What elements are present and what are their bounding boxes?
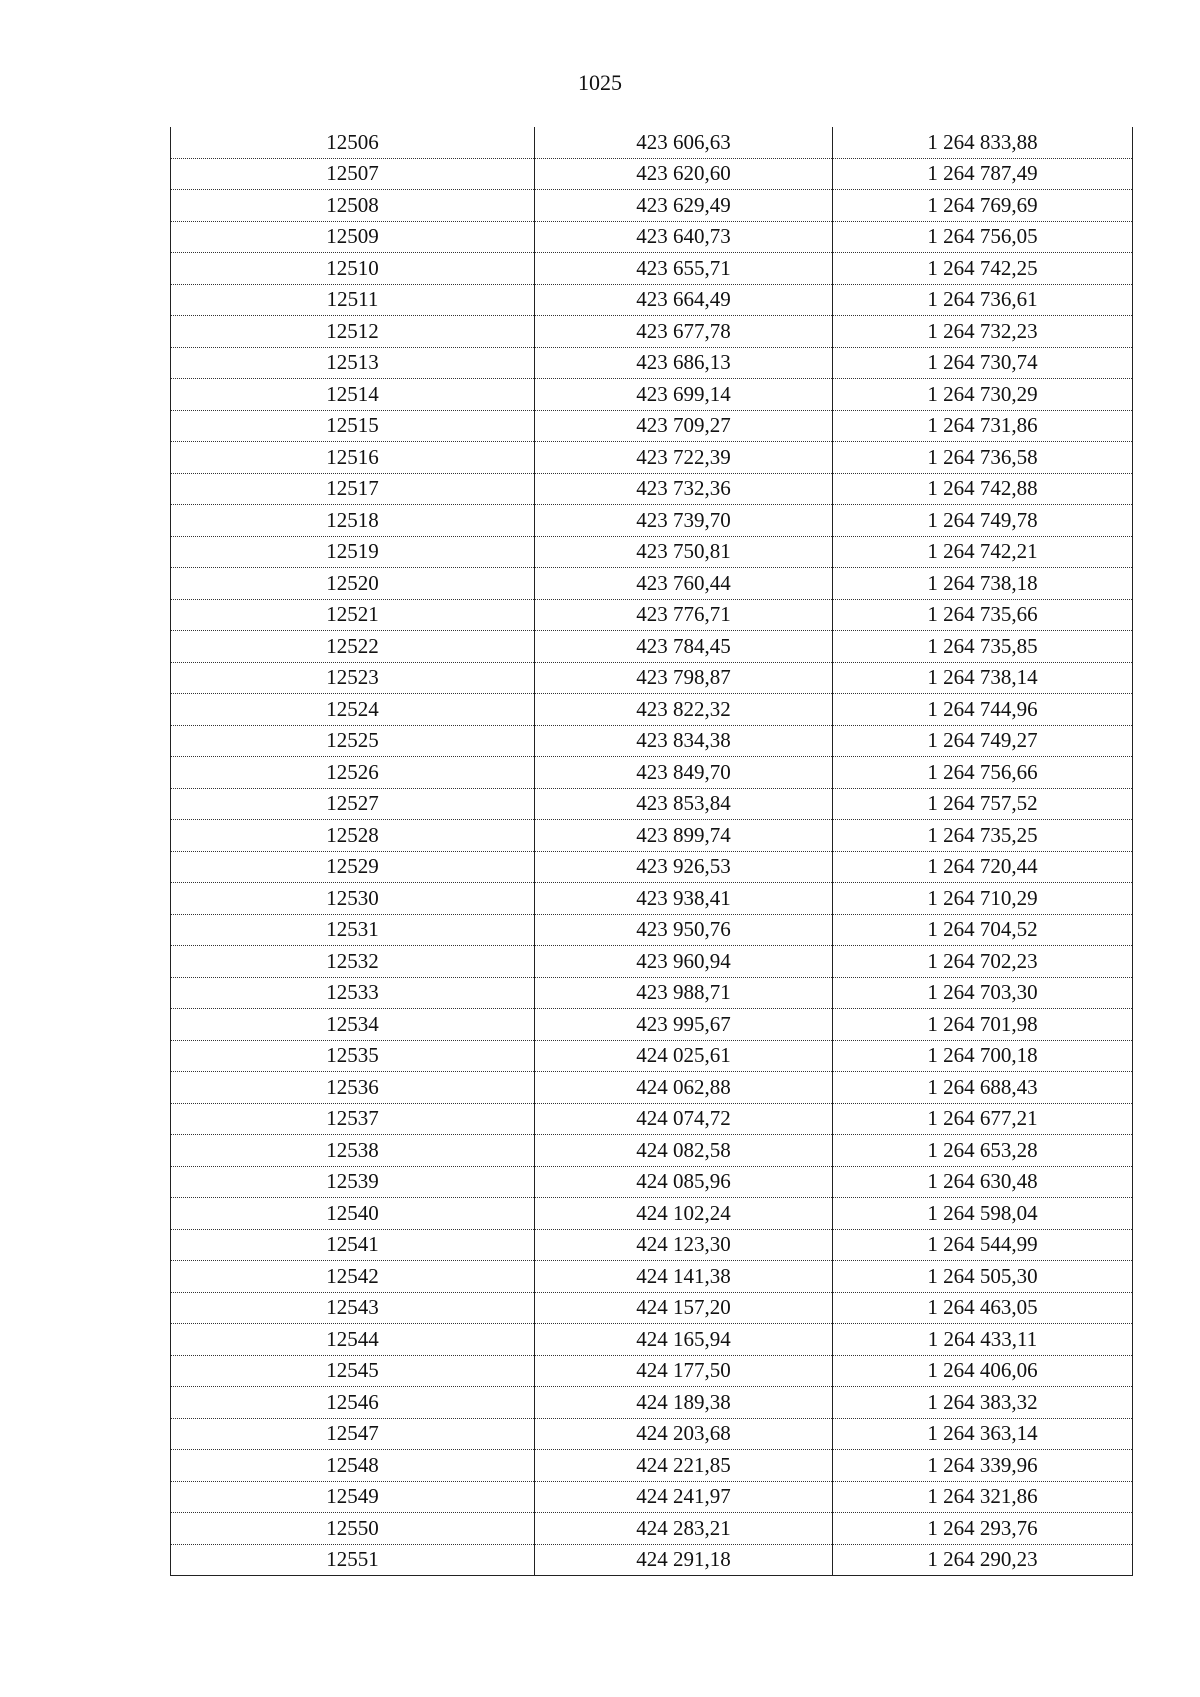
y-coordinate-cell: 1 264 769,69 <box>833 190 1133 222</box>
point-number-cell: 12532 <box>171 946 535 978</box>
y-coordinate-cell: 1 264 293,76 <box>833 1513 1133 1545</box>
x-coordinate-cell: 424 123,30 <box>535 1229 833 1261</box>
table-row <box>171 1418 1133 1450</box>
x-coordinate-cell: 423 629,49 <box>535 190 833 222</box>
y-coordinate-cell: 1 264 730,74 <box>833 347 1133 379</box>
x-coordinate-cell: 423 899,74 <box>535 820 833 852</box>
point-number-cell: 12508 <box>171 190 535 222</box>
x-coordinate-cell: 424 085,96 <box>535 1166 833 1198</box>
point-number-cell: 12542 <box>171 1261 535 1293</box>
point-number-cell: 12511 <box>171 284 535 316</box>
x-coordinate-cell: 423 988,71 <box>535 977 833 1009</box>
y-coordinate-cell: 1 264 677,21 <box>833 1103 1133 1135</box>
table-row <box>171 851 1133 883</box>
x-coordinate-cell: 424 141,38 <box>535 1261 833 1293</box>
page-number: 1025 <box>578 70 622 95</box>
x-coordinate-cell: 424 074,72 <box>535 1103 833 1135</box>
table-row <box>171 1387 1133 1419</box>
point-number-cell: 12539 <box>171 1166 535 1198</box>
x-coordinate-cell: 423 664,49 <box>535 284 833 316</box>
table-row <box>171 725 1133 757</box>
x-coordinate-cell: 424 241,97 <box>535 1481 833 1513</box>
table-row <box>171 568 1133 600</box>
table-row <box>171 190 1133 222</box>
y-coordinate-cell: 1 264 742,88 <box>833 473 1133 505</box>
point-number-cell: 12530 <box>171 883 535 915</box>
x-coordinate-cell: 424 203,68 <box>535 1418 833 1450</box>
x-coordinate-cell: 423 640,73 <box>535 221 833 253</box>
y-coordinate-cell: 1 264 598,04 <box>833 1198 1133 1230</box>
y-coordinate-cell: 1 264 738,14 <box>833 662 1133 694</box>
point-number-cell: 12510 <box>171 253 535 285</box>
table-row <box>171 347 1133 379</box>
table-row <box>171 1198 1133 1230</box>
table-row <box>171 1040 1133 1072</box>
point-number-cell: 12546 <box>171 1387 535 1419</box>
x-coordinate-cell: 423 926,53 <box>535 851 833 883</box>
point-number-cell: 12545 <box>171 1355 535 1387</box>
y-coordinate-cell: 1 264 704,52 <box>833 914 1133 946</box>
table-row <box>171 788 1133 820</box>
x-coordinate-cell: 423 798,87 <box>535 662 833 694</box>
point-number-cell: 12550 <box>171 1513 535 1545</box>
x-coordinate-cell: 423 686,13 <box>535 347 833 379</box>
y-coordinate-cell: 1 264 406,06 <box>833 1355 1133 1387</box>
table-row <box>171 1481 1133 1513</box>
x-coordinate-cell: 424 025,61 <box>535 1040 833 1072</box>
point-number-cell: 12519 <box>171 536 535 568</box>
y-coordinate-cell: 1 264 735,25 <box>833 820 1133 852</box>
y-coordinate-cell: 1 264 720,44 <box>833 851 1133 883</box>
point-number-cell: 12551 <box>171 1544 535 1576</box>
y-coordinate-cell: 1 264 730,29 <box>833 379 1133 411</box>
y-coordinate-cell: 1 264 742,25 <box>833 253 1133 285</box>
x-coordinate-cell: 423 620,60 <box>535 158 833 190</box>
y-coordinate-cell: 1 264 756,05 <box>833 221 1133 253</box>
point-number-cell: 12533 <box>171 977 535 1009</box>
table-row <box>171 1544 1133 1576</box>
point-number-cell: 12547 <box>171 1418 535 1450</box>
y-coordinate-cell: 1 264 738,18 <box>833 568 1133 600</box>
point-number-cell: 12535 <box>171 1040 535 1072</box>
table-row <box>171 379 1133 411</box>
y-coordinate-cell: 1 264 630,48 <box>833 1166 1133 1198</box>
y-coordinate-cell: 1 264 433,11 <box>833 1324 1133 1356</box>
point-number-cell: 12549 <box>171 1481 535 1513</box>
y-coordinate-cell: 1 264 710,29 <box>833 883 1133 915</box>
x-coordinate-cell: 423 677,78 <box>535 316 833 348</box>
point-number-cell: 12526 <box>171 757 535 789</box>
x-coordinate-cell: 423 960,94 <box>535 946 833 978</box>
point-number-cell: 12538 <box>171 1135 535 1167</box>
table-row <box>171 694 1133 726</box>
table-row <box>171 158 1133 190</box>
table-row <box>171 473 1133 505</box>
y-coordinate-cell: 1 264 321,86 <box>833 1481 1133 1513</box>
y-coordinate-cell: 1 264 736,61 <box>833 284 1133 316</box>
point-number-cell: 12528 <box>171 820 535 852</box>
table-row <box>171 883 1133 915</box>
point-number-cell: 12534 <box>171 1009 535 1041</box>
table-row <box>171 1261 1133 1293</box>
point-number-cell: 12544 <box>171 1324 535 1356</box>
x-coordinate-cell: 423 849,70 <box>535 757 833 789</box>
y-coordinate-cell: 1 264 702,23 <box>833 946 1133 978</box>
x-coordinate-cell: 424 291,18 <box>535 1544 833 1576</box>
table-row <box>171 1166 1133 1198</box>
point-number-cell: 12512 <box>171 316 535 348</box>
x-coordinate-cell: 424 177,50 <box>535 1355 833 1387</box>
x-coordinate-cell: 424 221,85 <box>535 1450 833 1482</box>
y-coordinate-cell: 1 264 688,43 <box>833 1072 1133 1104</box>
x-coordinate-cell: 423 750,81 <box>535 536 833 568</box>
point-number-cell: 12527 <box>171 788 535 820</box>
x-coordinate-cell: 423 853,84 <box>535 788 833 820</box>
x-coordinate-cell: 423 709,27 <box>535 410 833 442</box>
coordinates-table-body <box>171 127 1133 1576</box>
y-coordinate-cell: 1 264 736,58 <box>833 442 1133 474</box>
y-coordinate-cell: 1 264 787,49 <box>833 158 1133 190</box>
point-number-cell: 12517 <box>171 473 535 505</box>
table-row <box>171 536 1133 568</box>
table-row <box>171 1450 1133 1482</box>
y-coordinate-cell: 1 264 735,66 <box>833 599 1133 631</box>
point-number-cell: 12529 <box>171 851 535 883</box>
x-coordinate-cell: 423 784,45 <box>535 631 833 663</box>
x-coordinate-cell: 424 062,88 <box>535 1072 833 1104</box>
x-coordinate-cell: 423 739,70 <box>535 505 833 537</box>
x-coordinate-cell: 424 189,38 <box>535 1387 833 1419</box>
x-coordinate-cell: 423 722,39 <box>535 442 833 474</box>
x-coordinate-cell: 423 822,32 <box>535 694 833 726</box>
table-row <box>171 1072 1133 1104</box>
point-number-cell: 12540 <box>171 1198 535 1230</box>
y-coordinate-cell: 1 264 833,88 <box>833 127 1133 158</box>
table-row <box>171 1292 1133 1324</box>
coordinates-table <box>170 127 1133 1576</box>
x-coordinate-cell: 423 760,44 <box>535 568 833 600</box>
point-number-cell: 12518 <box>171 505 535 537</box>
x-coordinate-cell: 424 157,20 <box>535 1292 833 1324</box>
table-row <box>171 914 1133 946</box>
y-coordinate-cell: 1 264 544,99 <box>833 1229 1133 1261</box>
table-row <box>171 946 1133 978</box>
y-coordinate-cell: 1 264 700,18 <box>833 1040 1133 1072</box>
point-number-cell: 12543 <box>171 1292 535 1324</box>
y-coordinate-cell: 1 264 701,98 <box>833 1009 1133 1041</box>
table-row <box>171 284 1133 316</box>
point-number-cell: 12516 <box>171 442 535 474</box>
x-coordinate-cell: 423 776,71 <box>535 599 833 631</box>
point-number-cell: 12537 <box>171 1103 535 1135</box>
y-coordinate-cell: 1 264 653,28 <box>833 1135 1133 1167</box>
x-coordinate-cell: 423 950,76 <box>535 914 833 946</box>
x-coordinate-cell: 423 655,71 <box>535 253 833 285</box>
table-row <box>171 599 1133 631</box>
x-coordinate-cell: 424 082,58 <box>535 1135 833 1167</box>
y-coordinate-cell: 1 264 735,85 <box>833 631 1133 663</box>
y-coordinate-cell: 1 264 505,30 <box>833 1261 1133 1293</box>
table-row <box>171 1355 1133 1387</box>
x-coordinate-cell: 423 699,14 <box>535 379 833 411</box>
point-number-cell: 12525 <box>171 725 535 757</box>
x-coordinate-cell: 424 283,21 <box>535 1513 833 1545</box>
table-row <box>171 442 1133 474</box>
table-row <box>171 1009 1133 1041</box>
y-coordinate-cell: 1 264 742,21 <box>833 536 1133 568</box>
point-number-cell: 12524 <box>171 694 535 726</box>
x-coordinate-cell: 424 165,94 <box>535 1324 833 1356</box>
table-row <box>171 410 1133 442</box>
x-coordinate-cell: 423 606,63 <box>535 127 833 158</box>
point-number-cell: 12515 <box>171 410 535 442</box>
x-coordinate-cell: 423 732,36 <box>535 473 833 505</box>
table-row <box>171 757 1133 789</box>
y-coordinate-cell: 1 264 290,23 <box>833 1544 1133 1576</box>
y-coordinate-cell: 1 264 363,14 <box>833 1418 1133 1450</box>
table-row <box>171 316 1133 348</box>
point-number-cell: 12506 <box>171 127 535 158</box>
table-row <box>171 1135 1133 1167</box>
point-number-cell: 12541 <box>171 1229 535 1261</box>
point-number-cell: 12513 <box>171 347 535 379</box>
y-coordinate-cell: 1 264 383,32 <box>833 1387 1133 1419</box>
table-row <box>171 662 1133 694</box>
y-coordinate-cell: 1 264 749,78 <box>833 505 1133 537</box>
y-coordinate-cell: 1 264 756,66 <box>833 757 1133 789</box>
x-coordinate-cell: 423 938,41 <box>535 883 833 915</box>
table-row <box>171 505 1133 537</box>
table-row <box>171 977 1133 1009</box>
point-number-cell: 12523 <box>171 662 535 694</box>
y-coordinate-cell: 1 264 703,30 <box>833 977 1133 1009</box>
point-number-cell: 12521 <box>171 599 535 631</box>
point-number-cell: 12509 <box>171 221 535 253</box>
point-number-cell: 12522 <box>171 631 535 663</box>
point-number-cell: 12514 <box>171 379 535 411</box>
point-number-cell: 12536 <box>171 1072 535 1104</box>
table-row <box>171 127 1133 158</box>
y-coordinate-cell: 1 264 463,05 <box>833 1292 1133 1324</box>
table-row <box>171 1103 1133 1135</box>
y-coordinate-cell: 1 264 757,52 <box>833 788 1133 820</box>
y-coordinate-cell: 1 264 339,96 <box>833 1450 1133 1482</box>
point-number-cell: 12531 <box>171 914 535 946</box>
table-row <box>171 1324 1133 1356</box>
point-number-cell: 12507 <box>171 158 535 190</box>
y-coordinate-cell: 1 264 744,96 <box>833 694 1133 726</box>
table-row <box>171 253 1133 285</box>
table-row <box>171 1229 1133 1261</box>
table-row <box>171 631 1133 663</box>
x-coordinate-cell: 423 834,38 <box>535 725 833 757</box>
y-coordinate-cell: 1 264 749,27 <box>833 725 1133 757</box>
table-row <box>171 820 1133 852</box>
point-number-cell: 12548 <box>171 1450 535 1482</box>
x-coordinate-cell: 423 995,67 <box>535 1009 833 1041</box>
y-coordinate-cell: 1 264 732,23 <box>833 316 1133 348</box>
table-row <box>171 221 1133 253</box>
y-coordinate-cell: 1 264 731,86 <box>833 410 1133 442</box>
table-row <box>171 1513 1133 1545</box>
point-number-cell: 12520 <box>171 568 535 600</box>
x-coordinate-cell: 424 102,24 <box>535 1198 833 1230</box>
